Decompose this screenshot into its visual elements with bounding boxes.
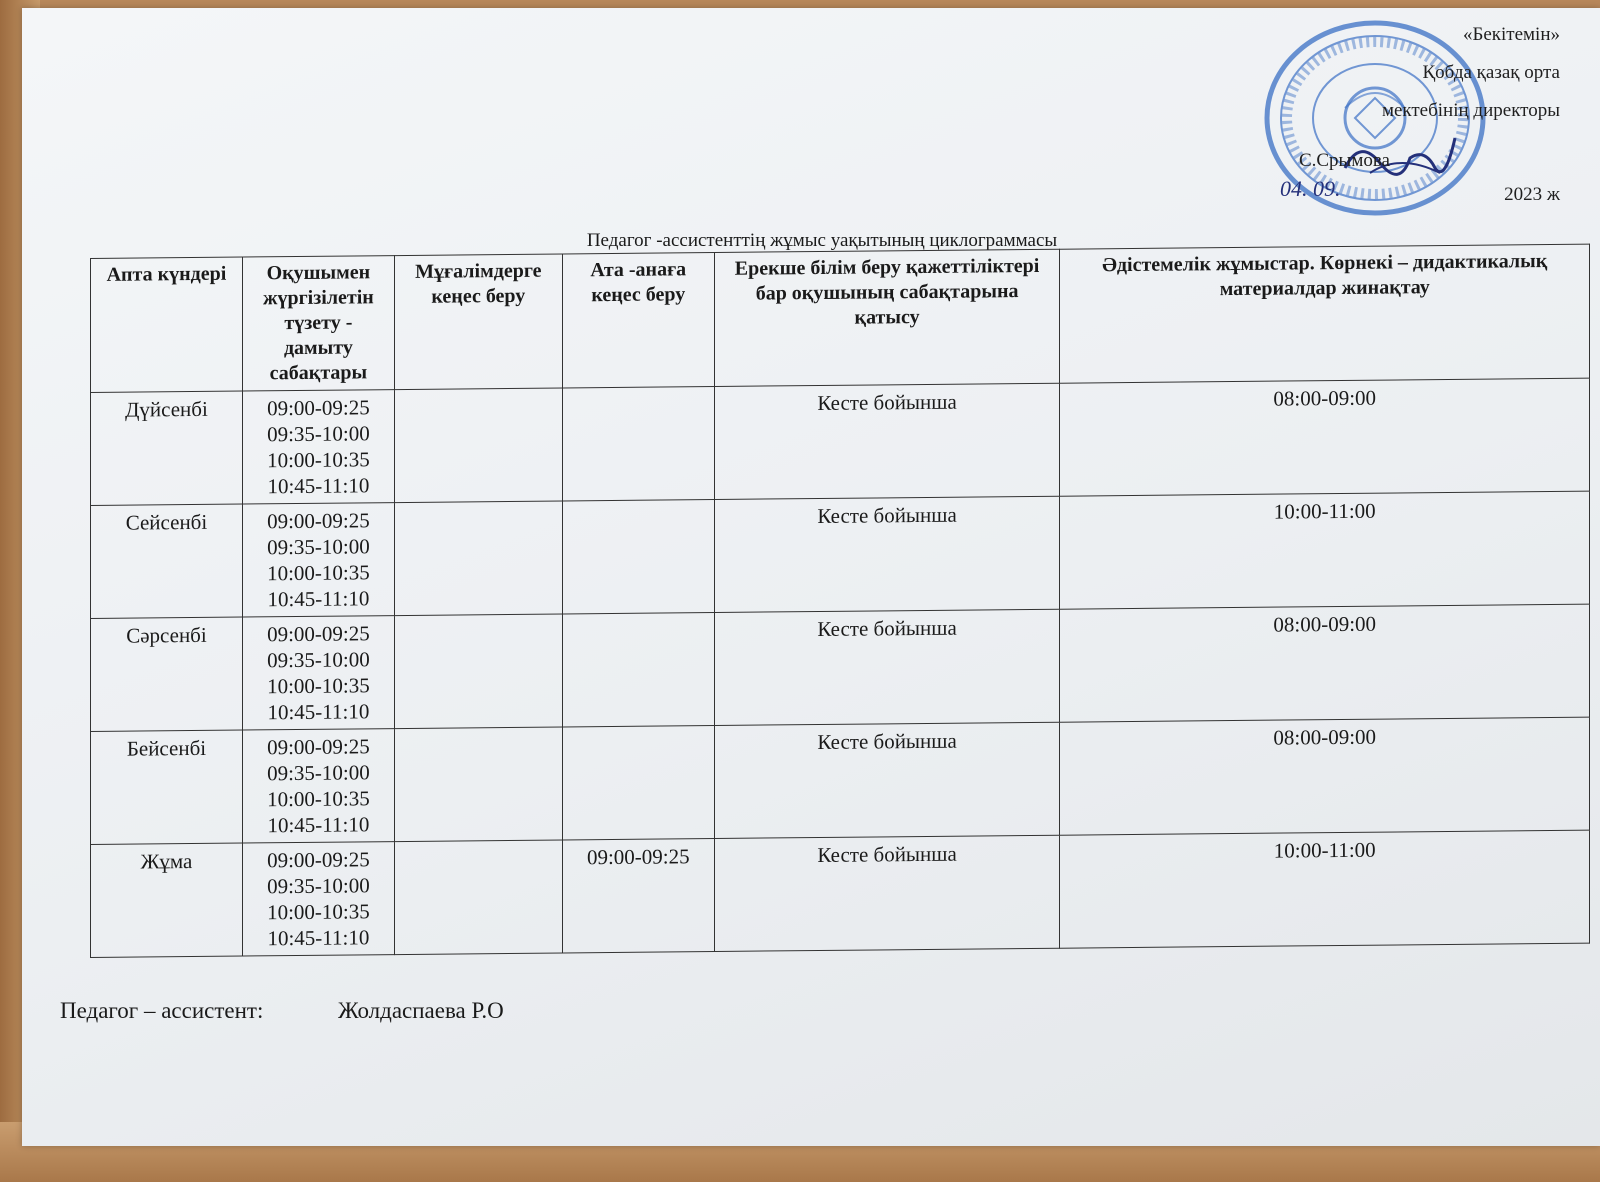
- cell-teachers: [394, 501, 562, 616]
- time-slot: 10:00-10:35: [267, 899, 370, 925]
- time-slot: 09:00-09:25: [267, 734, 370, 760]
- cell-lessons: Кесте бойынша: [714, 609, 1060, 725]
- cell-parents: [562, 726, 714, 840]
- cell-times: [242, 842, 394, 956]
- cell-method: 08:00-09:00: [1060, 717, 1590, 835]
- approval-director-name: С.Срымова: [1298, 150, 1390, 171]
- cell-method: 08:00-09:00: [1060, 378, 1590, 496]
- approval-block: [1260, 18, 1560, 218]
- table-row: [91, 604, 1590, 731]
- time-slot: 10:45-11:10: [267, 925, 370, 951]
- time-slot: 09:35-10:00: [267, 760, 370, 786]
- cell-lessons: Кесте бойынша: [714, 722, 1060, 838]
- cell-parents: [562, 387, 714, 501]
- cell-lessons: Кесте бойынша: [714, 383, 1060, 499]
- cell-times: [242, 616, 394, 730]
- cell-method: 10:00-11:00: [1060, 491, 1590, 609]
- header-methodical-work: Әдістемелік жұмыстар. Көрнекі – дидактикалық материалдар жинақтау: [1060, 244, 1590, 383]
- cell-method: 08:00-09:00: [1060, 604, 1590, 722]
- time-slot: 09:00-09:25: [267, 395, 370, 421]
- cell-day: Жұма: [91, 843, 243, 957]
- approval-school: Қобда қазақ орта: [1422, 62, 1560, 83]
- table-row: [91, 378, 1590, 505]
- time-slot: 10:45-11:10: [267, 699, 370, 725]
- approval-date-handwritten: 04. 09.: [1280, 176, 1341, 201]
- footer-name: Жолдаспаева Р.О: [338, 998, 504, 1023]
- approval-heading: «Бекітемін»: [1462, 24, 1560, 45]
- time-slot: 10:00-10:35: [267, 560, 370, 586]
- approval-year: 2023 ж: [1504, 184, 1560, 205]
- time-slot: 09:00-09:25: [267, 508, 370, 534]
- cell-day: Бейсенбі: [91, 730, 243, 844]
- header-teacher-consult: Мұғалімдерге кеңес беру: [394, 254, 562, 390]
- schedule-table: [90, 244, 1590, 958]
- time-slot: 10:45-11:10: [267, 473, 370, 499]
- document-title: Педагог -ассистенттің жұмыс уақытының циклограммасы: [586, 230, 1058, 251]
- cell-parents: 09:00-09:25: [562, 839, 714, 953]
- time-slot: 10:45-11:10: [267, 812, 370, 838]
- table-row: [91, 717, 1590, 844]
- time-slot: 09:35-10:00: [267, 873, 370, 899]
- approval-position: мектебінің директоры: [1381, 100, 1560, 121]
- header-correction-lessons: Оқушымен жүргізілетін түзету - дамыту сабақтары: [242, 256, 394, 391]
- header-weekdays: Апта күндері: [91, 257, 243, 392]
- cell-times: [242, 503, 394, 617]
- cell-teachers: [394, 840, 562, 955]
- table-header-row: [91, 244, 1590, 392]
- cell-method: 10:00-11:00: [1060, 830, 1590, 948]
- cell-lessons: Кесте бойынша: [714, 835, 1060, 951]
- cell-parents: [562, 613, 714, 727]
- table-row: [91, 830, 1590, 957]
- time-slot: 09:35-10:00: [267, 534, 370, 560]
- header-lesson-attendance: Ерекше білім беру қажеттіліктері бар оқушының сабақтарына қатысу: [714, 249, 1060, 386]
- table-row: [91, 491, 1590, 618]
- time-slot: 10:00-10:35: [267, 786, 370, 812]
- cell-times: [242, 390, 394, 504]
- time-slot: 10:45-11:10: [267, 586, 370, 612]
- cell-lessons: Кесте бойынша: [714, 496, 1060, 612]
- time-slot: 09:35-10:00: [267, 647, 370, 673]
- cell-times: [242, 729, 394, 843]
- cell-teachers: [394, 614, 562, 729]
- footer-label: Педагог – ассистент:: [60, 998, 264, 1023]
- header-parent-consult: Ата -анаға кеңес беру: [562, 253, 714, 388]
- cell-day: Дүйсенбі: [91, 391, 243, 505]
- cell-parents: [562, 500, 714, 614]
- cell-day: Сәрсенбі: [91, 617, 243, 731]
- cell-teachers: [394, 388, 562, 503]
- time-slot: 09:00-09:25: [267, 621, 370, 647]
- time-slot: 09:00-09:25: [267, 847, 370, 873]
- time-slot: 10:00-10:35: [267, 447, 370, 473]
- cell-day: Сейсенбі: [91, 504, 243, 618]
- time-slot: 10:00-10:35: [267, 673, 370, 699]
- time-slot: 09:35-10:00: [267, 421, 370, 447]
- cell-teachers: [394, 727, 562, 842]
